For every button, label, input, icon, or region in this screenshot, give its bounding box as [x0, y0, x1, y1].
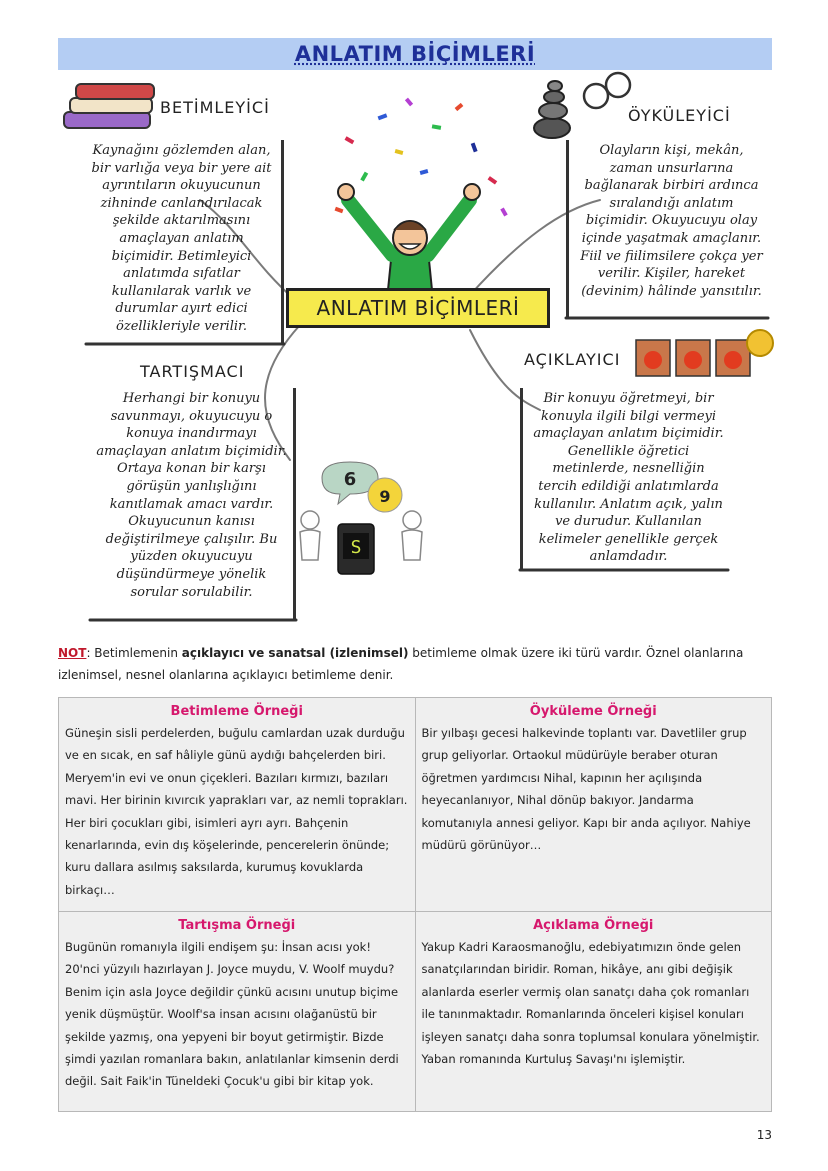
note-bold: açıklayıcı ve sanatsal (izlenimsel) [181, 646, 409, 660]
tartismaci-box [90, 388, 296, 620]
betimleyici-text: Kaynağını gözlemden alan, bir varlığa veya bir yere ait ayrıntıların okuyucunun zihninde canlandırılacak şekilde aktarılmasını amaçlayan anlatım biçimidir. Betimleyici anlatımda sıfatlar kullanılarak varlık ve durumlar ayırt edici özellikleriyle verilir. [91, 143, 272, 334]
phone-digit: S [350, 537, 362, 558]
apples-coin-icon [636, 330, 773, 376]
bubble-left-number: 6 [343, 469, 357, 490]
table-row [59, 912, 772, 1112]
books-icon [64, 84, 154, 128]
note-paragraph [58, 642, 774, 686]
heading-betimleyici: BETİMLEYİCİ [160, 98, 270, 117]
page-number: 13 [756, 1128, 772, 1142]
example-cell-tartisma [59, 912, 416, 1112]
center-label: ANLATIM BİÇİMLERİ [286, 288, 550, 328]
heading-tartismaci: TARTIŞMACI [140, 362, 245, 381]
example-cell-aciklama [415, 912, 772, 1112]
example-title: Açıklama Örneği [533, 918, 654, 933]
aciklayici-box [520, 388, 728, 570]
stones-glasses-icon [534, 73, 630, 138]
note-part2: betimleme olmak üzere iki türü vardır. Öznel olanlarına izlenimsel, nesnel olanlarına açıklayıcı betimleme denir. [58, 646, 744, 682]
oykuleyici-box [566, 140, 768, 318]
note-label: NOT [58, 646, 87, 660]
bubble-right-number: 9 [379, 487, 391, 506]
example-title: Öyküleme Örneği [529, 704, 657, 719]
examples-table [58, 697, 772, 1112]
example-title: Betimleme Örneği [170, 704, 303, 719]
heading-aciklayici: AÇIKLAYICI [524, 350, 621, 369]
oykuleyici-text: Olayların kişi, mekân, zaman unsurlarına bağlanarak birbiri ardınca sıralandığı anlatım biçimidir. Okuyucuyu olay içinde yaşatmak amaçlanır. Fiil ve fiilimsilere çokça yer verilir. Kişiler, hareket (devinim) hâlinde yansıtılır. [580, 143, 763, 299]
heading-oykuleyici: ÖYKÜLEYİCİ [628, 106, 731, 125]
confetti-decoration [335, 98, 508, 217]
example-cell-oykuleme [415, 698, 772, 912]
example-text: Bir yılbaşı gecesi halkevinde toplantı var. Davetliler grup grup geliyorlar. Ortaokul müdürüyle beraber oturan öğretmen yardımcısı Nihal, kapının her açılışında heyecanlanıyor, Nihal dönüp bakıyor. Jandarma komutanıyla annesi geliyor. Kapı bir anda açılıyor. Nahiye müdürü görünüyor… [421, 726, 751, 853]
note-part1: : Betimlemenin [86, 646, 182, 660]
example-text: Bugünün romanıyla ilgili endişem şu: İnsan acısı yok! 20'nci yüzyılı hazırlayan J. Joyce muydu, V. Woolf muydu? Benim için asla Joyce değildir çünkü acısını unutup biçime yenik düşmüştür. Woolf'sa insan acısını olağanüstü bir şekilde yazmış, ona yepyeni bir boyut getirmiştir. Bizde şimdi yazılan romanlara bakın, anlatılanlar kimsenin derdi değil. Sait Faik'in Tüneldeki Çocuk'u gibi bir kitap yok. [65, 940, 399, 1089]
page-title: ANLATIM BİÇİMLERİ [294, 42, 536, 66]
example-text: Yakup Kadri Karaosmanoğlu, edebiyatımızın önde gelen sanatçılarından biridir. Roman, hikâye, anı gibi değişik alanlarda eserler vermiş olan sanatçı daha çok romanları ile tanınmaktadır. Romanlarında önceleri kişisel konuları işleyen sanatçı daha sonra toplumsal konulara yönelmiştir. Yaban romanında Kurtuluş Savaşı'nı işlemiştir. [421, 940, 760, 1067]
cheering-person-icon [338, 184, 480, 290]
tartismaci-text: Herhangi bir konuyu savunmayı, okuyucuyu o konuya inandırmayı amaçlayan anlatım biçimidir. Ortaya konan bir karşı görüşün yanlışlığını kanıtlamak amacı vardır. Okuyucunun kanısı değiştirilmeye çalışılır. Bu yüzden okuyucuyu düşündürmeye yönelik sorular sorulabilir. [96, 391, 287, 600]
example-title: Tartışma Örneği [178, 918, 296, 933]
debate-illustration [300, 462, 422, 574]
example-text: Güneşin sisli perdelerden, buğulu camlardan uzak durduğu ve en sıcak, en saf hâliyle günü aydığı bahçelerden biri. Meryem'in evi ve onun çiçekleri. Bazıları kırmızı, bazıları mavi. Her birinin kıvırcık yaprakları var, az nemli toprakları. Her biri çocukları gibi, isimleri ayrı ayrı. Bahçenin kenarlarında, evin dış köşelerinde, pencerelerin önünde; kuru dallara asılmış saksılarda, kurumuş kovuklarda birkaçı… [65, 726, 408, 897]
betimleyici-box [86, 140, 284, 344]
table-row [59, 698, 772, 912]
example-cell-betimleme [59, 698, 416, 912]
aciklayici-text: Bir konuyu öğretmeyi, bir konuyla ilgili bilgi vermeyi amaçlayan anlatım biçimidir. Genellikle öğretici metinlerde, nesnelliğin tercih edildiği anlatımlarda kullanılır. Anlatım açık, yalın ve durudur. Kullanılan kelimeler genellikle gerçek anlamdadır. [533, 391, 724, 565]
